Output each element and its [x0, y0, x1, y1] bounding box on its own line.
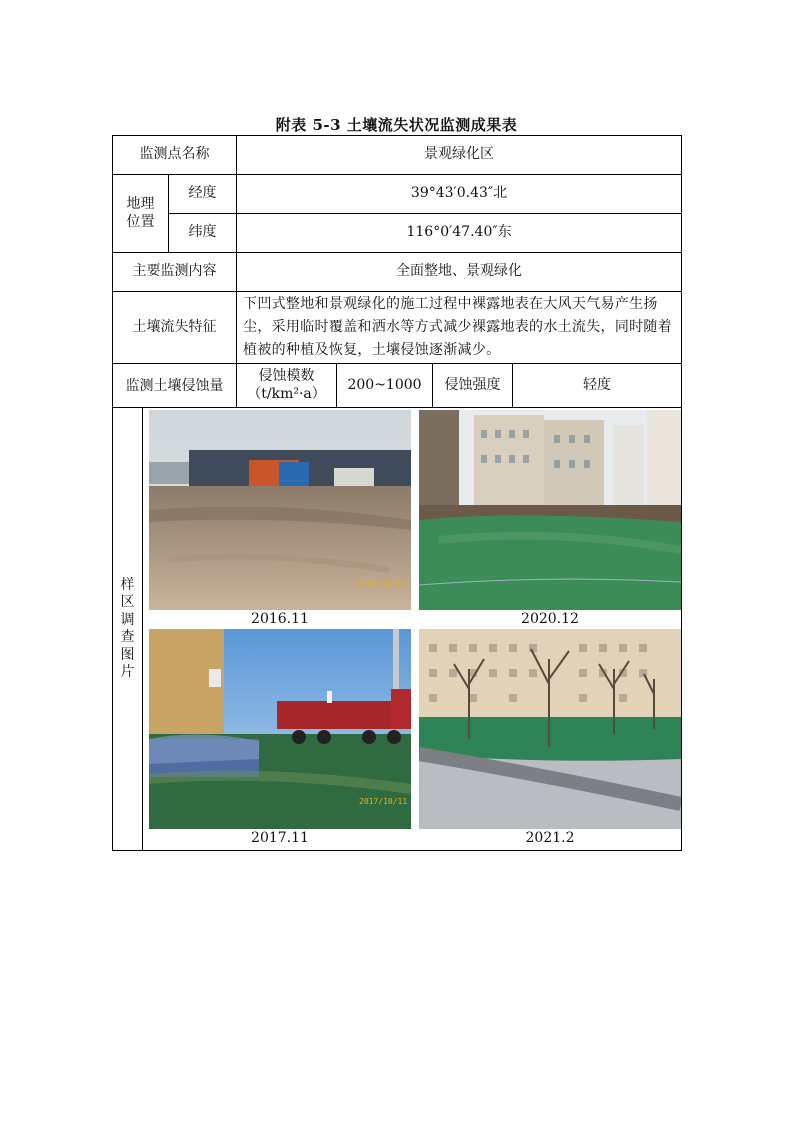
photo-caption: 2017.11: [251, 830, 309, 846]
photo-date-stamp: 2016/11/11: [357, 578, 406, 587]
modulus-value: 200~1000: [337, 364, 433, 408]
geo-label-line-2: 位置: [126, 213, 155, 230]
photo-2020-12: [419, 410, 681, 610]
site-name-label: 监测点名称: [113, 136, 237, 175]
photo-caption: 2021.2: [525, 830, 575, 846]
photo-grid: [143, 408, 681, 849]
modulus-label-line-1: 侵蚀模数: [258, 368, 315, 384]
modulus-label: [237, 364, 337, 408]
photo-caption: 2020.12: [521, 611, 579, 627]
feature-description: 下凹式整地和景观绿化的施工过程中裸露地表在大风天气易产生扬尘，采用临时覆盖和洒水等方式减少裸露地表的水土流失，同时随着植被的种植及恢复，土壤侵蚀逐渐减少。: [237, 292, 682, 364]
latitude-label: 纬度: [169, 214, 237, 253]
photo-caption: 2016.11: [251, 611, 309, 627]
photo-2017-11: [149, 629, 411, 829]
photo-label-char: 样: [120, 576, 135, 593]
photo-date-stamp: 2017/10/11: [359, 797, 408, 806]
content-label: 主要监测内容: [113, 253, 237, 292]
latitude-value: 116°0′47.40″东: [237, 214, 682, 253]
site-name-value: 景观绿化区: [237, 136, 682, 175]
geo-location-label: [113, 175, 169, 253]
photo-2016-11: [149, 410, 411, 610]
content-value: 全面整地、景观绿化: [237, 253, 682, 292]
photo-section-label: [113, 408, 143, 851]
modulus-label-line-2: （t/km²·a）: [247, 385, 326, 402]
intensity-value: 轻度: [513, 364, 682, 408]
longitude-label: 经度: [169, 175, 237, 214]
erosion-label: 监测土壤侵蚀量: [113, 364, 237, 408]
monitoring-table: [112, 135, 682, 851]
photo-label-char: 区: [120, 594, 135, 610]
photo-label-char: 调: [120, 611, 135, 628]
photo-label-char: 片: [120, 664, 135, 680]
table-title: 附表 5-3 土壤流失状况监测成果表: [275, 116, 518, 134]
photo-grid-cell: [143, 408, 682, 851]
photo-green-net-image: [419, 410, 681, 610]
feature-label: 土壤流失特征: [113, 292, 237, 364]
photo-2021-2: [419, 629, 681, 829]
geo-label-line-1: 地理: [126, 196, 155, 212]
intensity-label: 侵蚀强度: [433, 364, 513, 408]
photo-label-char: 查: [120, 629, 135, 645]
photo-trees-image: [419, 629, 681, 829]
photo-label-char: 图: [120, 646, 135, 663]
longitude-value: 39°43′0.43″北: [237, 175, 682, 214]
